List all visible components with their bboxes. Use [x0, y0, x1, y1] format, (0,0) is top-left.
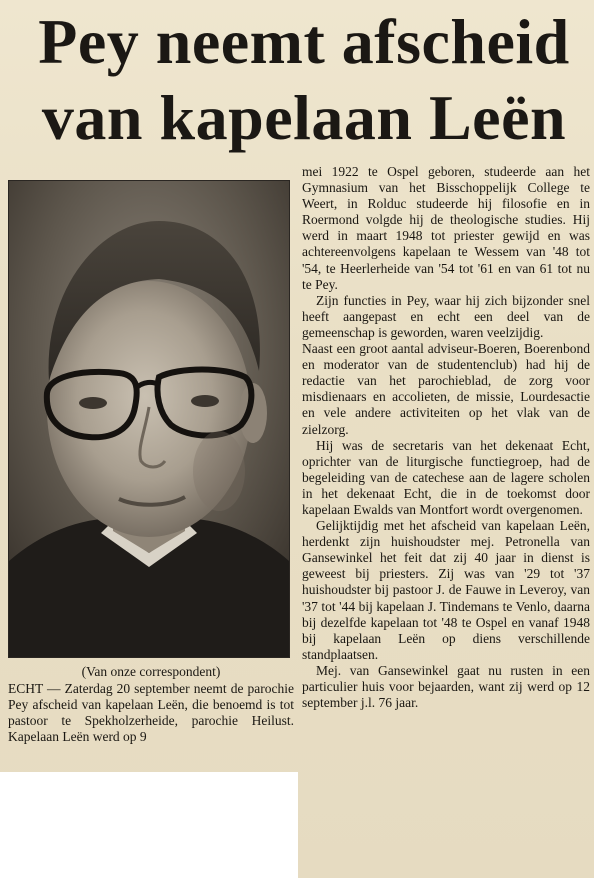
headline-line-1: Pey neemt afscheid: [38, 6, 570, 77]
torn-edge-background: [0, 772, 298, 878]
article-paragraph: Hij was de secretaris van het dekenaat Echt, oprichter van de liturgische functiegroep, had de begeleiding van de catechese aan de lagere scholen in het dekenaat Echt, die in de toekomst door kapelaan Ewalds van Montfort wordt overgenomen.: [302, 437, 590, 517]
article-right-column: [302, 164, 590, 711]
article-paragraph: Zijn functies in Pey, waar hij zich bijzonder snel heeft aangepast en echt een deel van de gemeenschap is geworden, waren veelzijdig.: [302, 292, 590, 340]
article-left-column: [8, 664, 294, 745]
headline: [14, 4, 594, 156]
article-paragraph: Naast een groot aantal adviseur-Boeren, Boerenbond en moderator van de studentenclub) had hij de redactie van het parochieblad, de zorg voor misdienaars en accolieten, de missie, Lourdesactie en vele andere activiteiten op het vlak van de zielzorg.: [302, 341, 590, 437]
article-paragraph: mei 1922 te Ospel geboren, studeerde aan het Gymnasium van het Bisschoppelijk College te Weert, in Rolduc studeerde hij filosofie en in Roermond volgde hij de theologische studies. Hij werd in maart 1948 tot priester gewijd en was achtereenvolgens kapelaan te Wessem van '48 tot '54, te Heerlerheide van '54 tot '61 en van 61 tot nu te Pey.: [302, 164, 590, 292]
article-paragraph: Mej. van Gansewinkel gaat nu rusten in een particulier huis voor bejaarden, want zij werd op 12 september j.l. 76 jaar.: [302, 662, 590, 711]
correspondent-credit: (Van onze correspondent): [81, 664, 221, 679]
headline-line-2: van kapelaan Leën: [41, 82, 567, 153]
article-paragraph: Gelijktijdig met het afscheid van kapelaan Leën, herdenkt zijn huishoudster mej. Petronella van Gansewinkel het feit dat zij 40 jaar in dienst is geweest bij priesters. Zij was van '29 tot '37 huishoudster bij pastoor J. de Fauwe in Leveroy, van '37 tot '44 bij kapelaan J. Tindemans te Venlo, daarna bij dezelfde kapelaan tot '48 te Ospel en vanaf 1948 bij kapelaan Leën op diens verschillende standplaatsen.: [302, 518, 590, 662]
portrait-photo: [8, 180, 290, 658]
page-edge-background: [594, 0, 600, 878]
article-intro-text: ECHT — Zaterdag 20 september neemt de parochie Pey afscheid van kapelaan Leën, die benoemd is tot pastoor te Spekholzerheide, parochie Heilust. Kapelaan Leën werd op 9: [8, 681, 294, 744]
